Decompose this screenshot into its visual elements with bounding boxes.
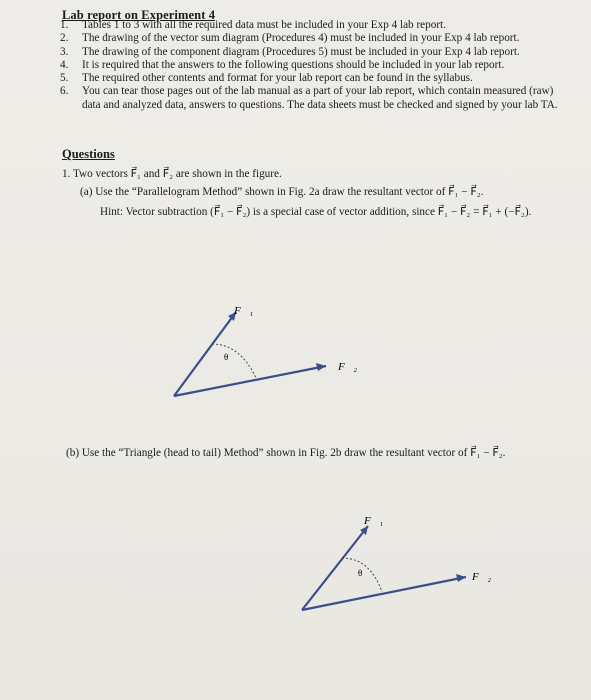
- list-item: [60, 32, 580, 45]
- f1-label: F⃗₁: [364, 515, 384, 527]
- f2-vector: [302, 577, 466, 610]
- item-text: The drawing of the component diagram (Procedures 5) must be included in your Exp 4 lab report.: [82, 45, 520, 58]
- report-title: Lab report on Experiment 4: [62, 8, 216, 22]
- question-1a-hint: Hint: Vector subtraction (F⃗₁ − F⃗₂) is a special case of vector addition, since F⃗₁ − F⃗₂ = F⃗₁ + (−F⃗₂).: [100, 206, 532, 218]
- list-item: [60, 19, 580, 32]
- vector-figure-b: [296, 514, 492, 614]
- list-item: [60, 85, 560, 112]
- vector-figure-a: [170, 300, 358, 410]
- item-number: 2.: [60, 32, 69, 45]
- requirements-list: [60, 19, 580, 112]
- item-text: The required other contents and format for your lab report can be found in the syllabus.: [82, 72, 473, 85]
- item-number: 5.: [60, 72, 69, 85]
- angle-label: θ: [358, 568, 363, 578]
- f2-vector: [174, 366, 326, 396]
- angle-arc: [212, 344, 256, 378]
- item-text: The drawing of the vector sum diagram (Procedures 4) must be included in your Exp 4 lab report.: [82, 32, 520, 45]
- f2-label: F⃗₂: [338, 361, 358, 373]
- questions-heading: Questions: [62, 147, 115, 161]
- item-number: 6.: [60, 85, 69, 98]
- f2-label: F⃗₂: [472, 571, 492, 583]
- item-text: You can tear those pages out of the lab manual as a part of your lab report, which contain measured (raw) data and analyzed data, answers to questions. The data sheets must be checked and signed by your lab TA.: [82, 85, 558, 111]
- item-number: 3.: [60, 45, 69, 58]
- angle-label: θ: [224, 352, 229, 362]
- list-item: [60, 46, 580, 59]
- item-number: 1.: [60, 19, 69, 31]
- item-text: Tables 1 to 3 with all the required data must be included in your Exp 4 lab report.: [82, 19, 446, 31]
- item-text: It is required that the answers to the following questions should be included in your lab report.: [82, 58, 505, 71]
- list-item: [60, 72, 580, 85]
- f1-label: F⃗₁: [234, 305, 254, 317]
- question-1a: (a) Use the “Parallelogram Method” shown in Fig. 2a draw the resultant vector of F⃗₁ − F⃗₂.: [80, 186, 484, 198]
- item-number: 4.: [60, 58, 69, 71]
- question-1: 1. Two vectors F⃗₁ and F⃗₂ are shown in the figure.: [62, 168, 282, 180]
- question-1b: (b) Use the “Triangle (head to tail) Method” shown in Fig. 2b draw the resultant vector of F⃗₁ − F⃗₂.: [66, 447, 506, 459]
- list-item: [60, 59, 580, 72]
